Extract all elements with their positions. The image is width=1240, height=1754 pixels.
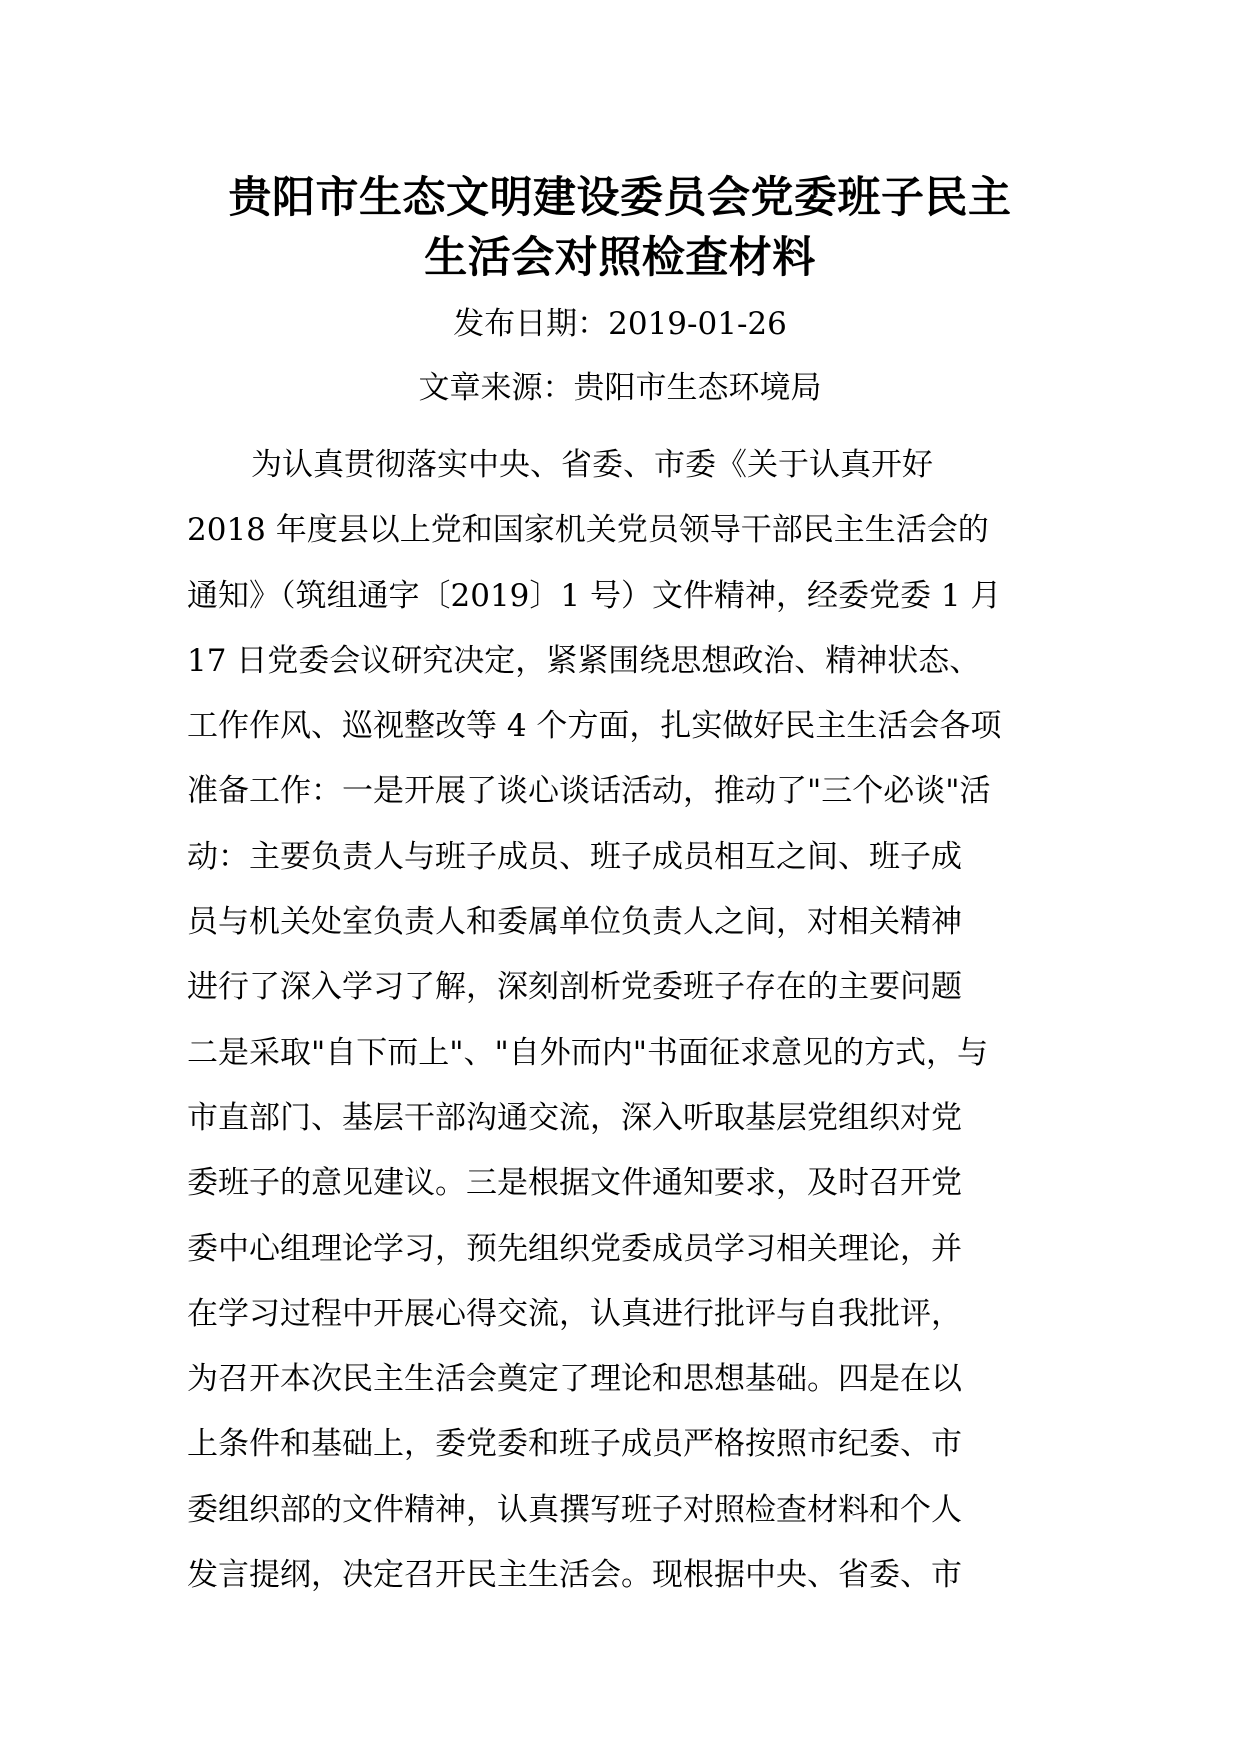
title-line-2: 生活会对照检查材料 xyxy=(424,233,816,283)
body-line: 进行了深入学习了解，深刻剖析党委班子存在的主要问题 xyxy=(187,969,962,1006)
article-source: 文章来源：贵阳市生态环境局 xyxy=(418,370,822,406)
publish-date: 发布日期：2019-01-26 xyxy=(453,306,787,342)
body-line: 市直部门、基层干部沟通交流，深入听取基层党组织对党 xyxy=(187,1099,962,1136)
body-line: 上条件和基础上，委党委和班子成员严格按照市纪委、市 xyxy=(187,1426,962,1463)
body-line: 二是采取"自下而上"、"自外而内"书面征求意见的方式，与 xyxy=(187,1034,989,1071)
body-line: 通知》（筑组通字〔2019〕1 号）文件精神，经委党委 1 月 xyxy=(187,577,1002,614)
document-title xyxy=(160,168,1080,288)
body-line: 动：主要负责人与班子成员、班子成员相互之间、班子成 xyxy=(187,838,962,875)
body-line: 发言提纲，决定召开民主生活会。现根据中央、省委、市 xyxy=(187,1557,962,1594)
body-line: 在学习过程中开展心得交流，认真进行批评与自我批评， xyxy=(187,1295,962,1332)
body-line: 为认真贯彻落实中央、省委、市委《关于认真开好 xyxy=(251,447,933,483)
body-line: 17 日党委会议研究决定，紧紧围绕思想政治、精神状态、 xyxy=(187,642,981,679)
body-line: 2018 年度县以上党和国家机关党员领导干部民主生活会的 xyxy=(187,512,989,549)
title-line-1: 贵阳市生态文明建设委员会党委班子民主 xyxy=(228,173,1012,223)
body-line: 委组织部的文件精神，认真撰写班子对照检查材料和个人 xyxy=(187,1491,962,1528)
body-paragraph xyxy=(187,433,1053,1608)
body-line: 员与机关处室负责人和委属单位负责人之间，对相关精神 xyxy=(187,904,962,941)
body-line: 准备工作：一是开展了谈心谈话活动，推动了"三个必谈"活 xyxy=(187,773,991,810)
body-line: 委中心组理论学习，预先组织党委成员学习相关理论，并 xyxy=(187,1230,962,1267)
body-line: 为召开本次民主生活会奠定了理论和思想基础。四是在以 xyxy=(187,1361,962,1398)
body-line: 委班子的意见建议。三是根据文件通知要求，及时召开党 xyxy=(187,1165,962,1202)
body-line: 工作作风、巡视整改等 4 个方面，扎实做好民主生活会各项 xyxy=(187,708,1002,745)
